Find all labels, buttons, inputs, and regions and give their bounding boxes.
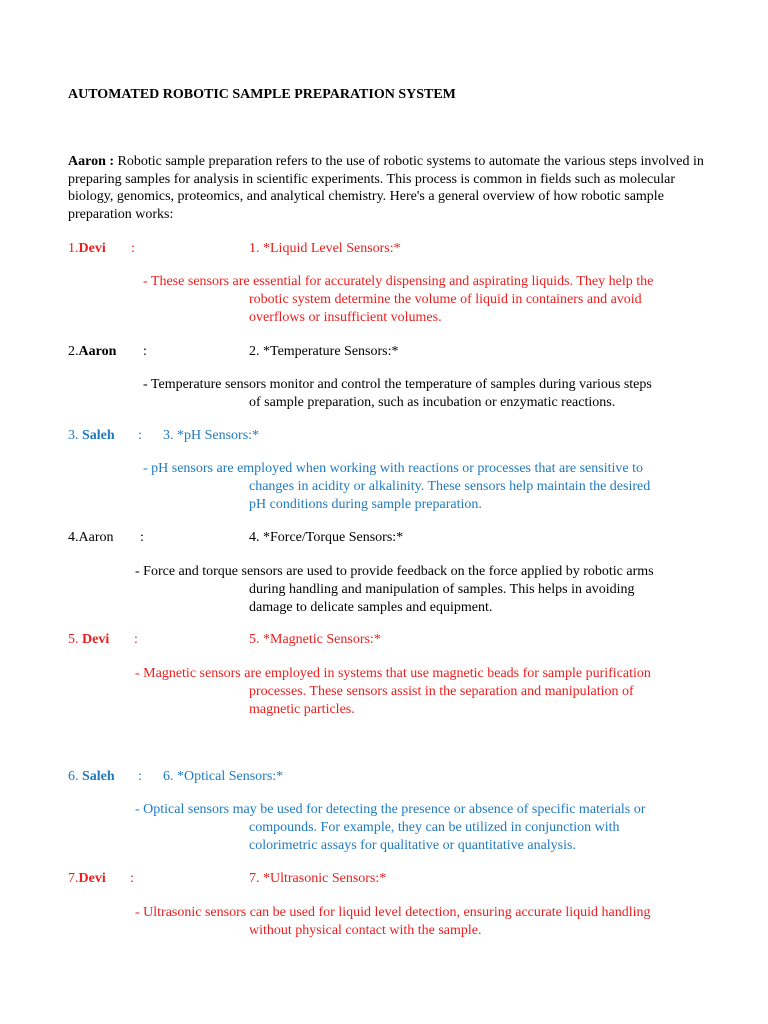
- item-4-speaker: 4.Aaron: [68, 530, 114, 545]
- item-7-header: [0, 870, 768, 888]
- item-4-heading: 4. *Force/Torque Sensors:*: [249, 530, 404, 545]
- item-4-header: [0, 529, 768, 547]
- item-4-colon: :: [140, 530, 144, 545]
- item-5-speaker: 5. Devi: [68, 632, 110, 647]
- item-2-colon: :: [143, 344, 147, 359]
- item-3-header: [0, 427, 768, 445]
- item-5-header: [0, 631, 768, 649]
- item-1-speaker: 1.Devi: [68, 241, 106, 256]
- item-6-line-2: compounds. For example, they can be utilized in conjunction with: [249, 820, 620, 835]
- item-7-colon: :: [130, 871, 134, 886]
- item-7-line-2: without physical contact with the sample.: [249, 923, 482, 938]
- item-1-heading: 1. *Liquid Level Sensors:*: [249, 241, 401, 256]
- item-2-heading: 2. *Temperature Sensors:*: [249, 344, 399, 359]
- item-3-line-2: changes in acidity or alkalinity. These sensors help maintain the desired: [249, 479, 651, 494]
- item-5-line-3: magnetic particles.: [249, 702, 355, 717]
- item-5-colon: :: [134, 632, 138, 647]
- item-6-speaker: 6. Saleh: [68, 769, 115, 784]
- item-4-line-1: - Force and torque sensors are used to provide feedback on the force applied by robotic arms: [135, 564, 654, 579]
- item-3-line-1: - pH sensors are employed when working with reactions or processes that are sensitive to: [143, 461, 643, 476]
- item-4-line-2: during handling and manipulation of samples. This helps in avoiding: [249, 582, 635, 597]
- item-1-colon: :: [131, 241, 135, 256]
- item-3-colon: :: [138, 428, 142, 443]
- item-1-header: [0, 240, 768, 258]
- item-1-line-3: overflows or insufficient volumes.: [249, 310, 442, 325]
- intro-text: Robotic sample preparation refers to the use of robotic systems to automate the various steps involved in preparing samples for analysis in scientific experiments. This process is common in fields such as molecular biology, genomics, proteomics, and analytical chemistry. Here's a general overview of how robotic sample preparation works:: [68, 154, 704, 222]
- item-3-speaker: 3. Saleh: [68, 428, 115, 443]
- item-2-line-2: of sample preparation, such as incubation or enzymatic reactions.: [249, 395, 616, 410]
- item-6-colon: :: [138, 769, 142, 784]
- item-3-heading: 3. *pH Sensors:*: [163, 428, 260, 443]
- item-6-line-3: colorimetric assays for qualitative or quantitative analysis.: [249, 838, 576, 853]
- item-2-line-1: - Temperature sensors monitor and control the temperature of samples during various steps: [143, 377, 652, 392]
- intro-paragraph: [68, 153, 708, 223]
- item-1-line-1: - These sensors are essential for accurately dispensing and aspirating liquids. They help the: [143, 274, 654, 289]
- item-2-speaker: 2.Aaron: [68, 344, 117, 359]
- item-5-heading: 5. *Magnetic Sensors:*: [249, 632, 381, 647]
- item-5-line-1: - Magnetic sensors are employed in systems that use magnetic beads for sample purification: [135, 666, 651, 681]
- item-3-line-3: pH conditions during sample preparation.: [249, 497, 482, 512]
- document-title: AUTOMATED ROBOTIC SAMPLE PREPARATION SYSTEM: [68, 87, 456, 102]
- item-7-heading: 7. *Ultrasonic Sensors:*: [249, 871, 387, 886]
- item-4-line-3: damage to delicate samples and equipment.: [249, 600, 493, 615]
- item-6-heading: 6. *Optical Sensors:*: [163, 769, 284, 784]
- item-6-line-1: - Optical sensors may be used for detecting the presence or absence of specific materials or: [135, 802, 646, 817]
- item-5-line-2: processes. These sensors assist in the separation and manipulation of: [249, 684, 634, 699]
- item-7-line-1: - Ultrasonic sensors can be used for liquid level detection, ensuring accurate liquid handling: [135, 905, 651, 920]
- intro-speaker: Aaron :: [68, 154, 115, 169]
- item-7-speaker: 7.Devi: [68, 871, 106, 886]
- item-2-header: [0, 343, 768, 361]
- item-6-header: [0, 768, 768, 786]
- item-1-line-2: robotic system determine the volume of liquid in containers and avoid: [249, 292, 642, 307]
